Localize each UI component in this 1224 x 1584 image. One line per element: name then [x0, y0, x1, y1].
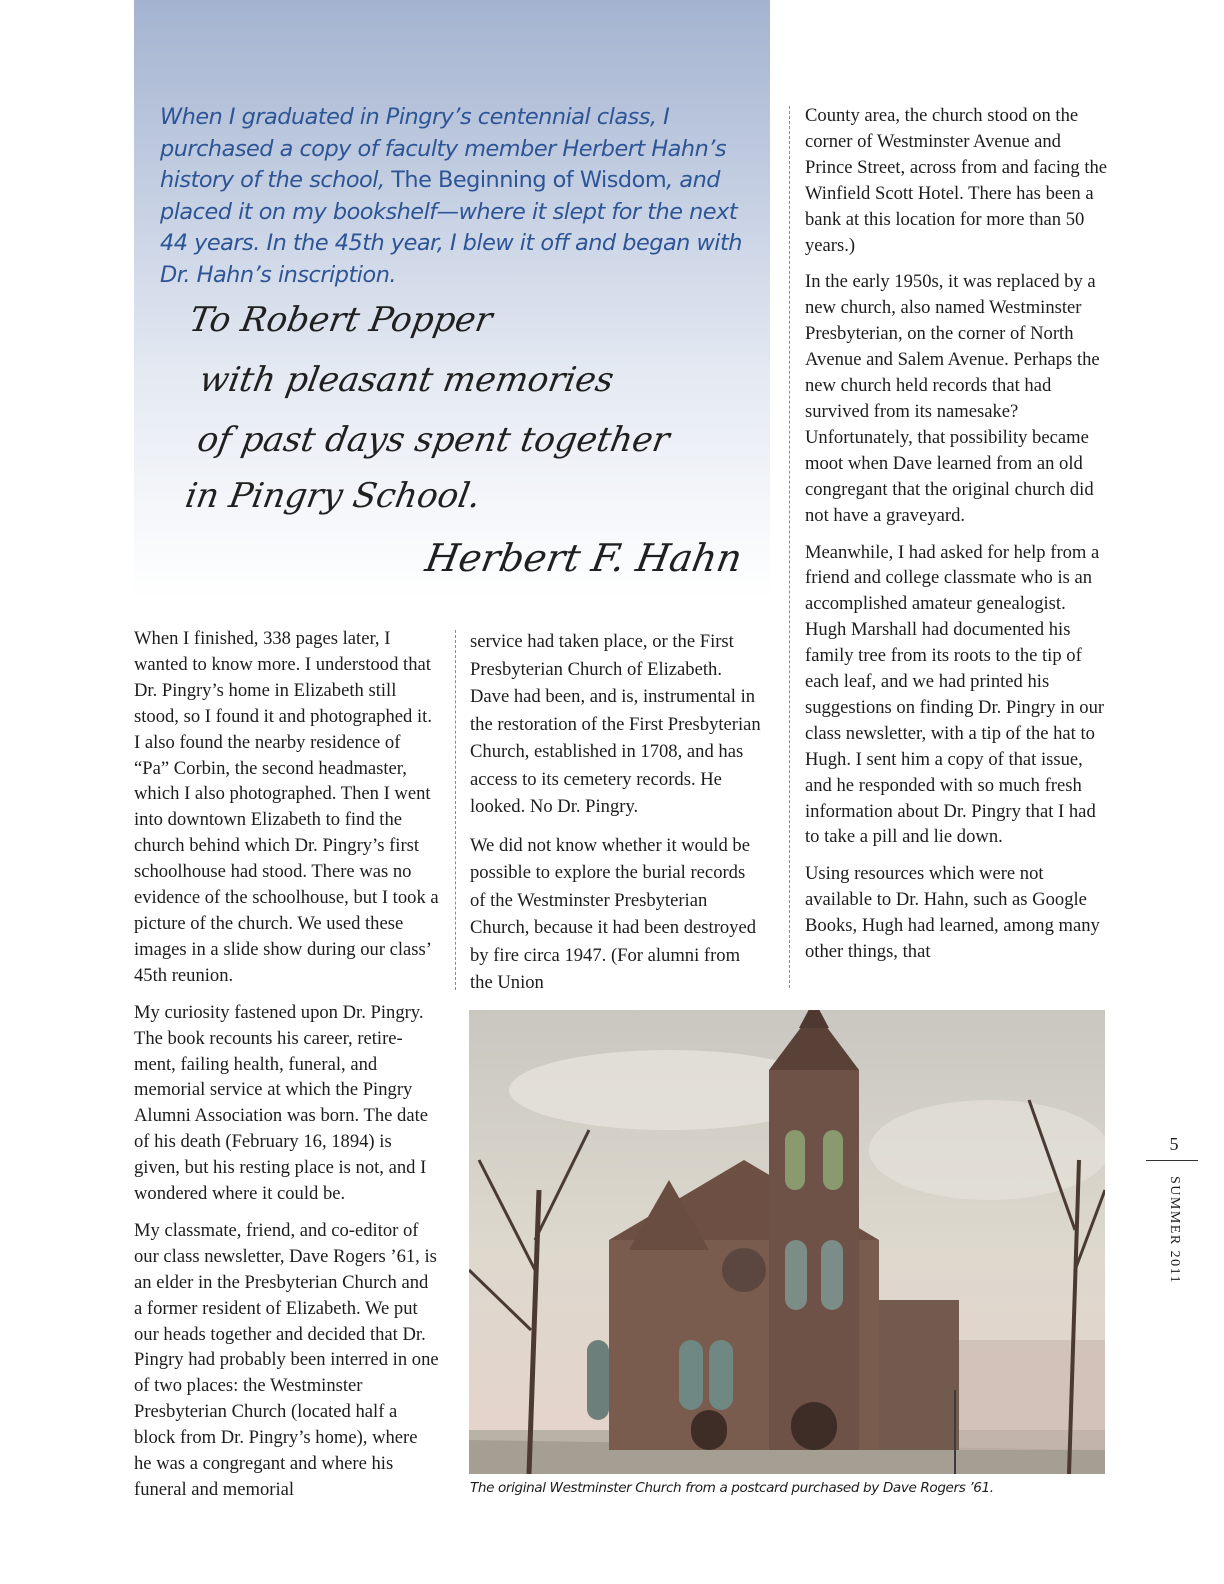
handwritten-inscription — [164, 292, 764, 592]
pull-quote-part-2: , and placed it on my bookshelf—where it slept for the next 44 years. In the 45th year, I blew it off and began with Dr. Hahn’s inscription. — [160, 167, 742, 288]
paragraph: When I finished, 338 pages later, I wanted to know more. I understood that Dr. Pingry’s home in Elizabeth still stood, so I found it and photographed it. I also found the nearby residence of “Pa” Corbin, the second headmaster, which I also photographed. Then I went into downtown Elizabeth to find the church behind which Dr. Pingry’s first schoolhouse had stood. There was no evidence of the schoolhouse, but I took a picture of the church. We used these images in a slide show during our class’ 45th reunion. — [134, 628, 439, 986]
paragraph: In the early 1950s, it was replaced by a new church, also named Westminster Presbyterian, on the corner of North Avenue and Salem Avenue. Perhaps the new church held records that had survived from its namesake? Unfortunately, that possibility became moot when Dave learned from an old congregant that the original church did not have a graveyard. — [805, 271, 1100, 526]
church-postcard-image — [469, 1010, 1105, 1474]
column-rule — [455, 630, 456, 990]
paragraph: My classmate, friend, and co-editor of our class newsletter, Dave Rogers ’61, is an elder in the Presbyterian Church and a former resident of Elizabeth. We put our heads together and decided that Dr. Pingry had probably been interred in one of two places: the Westminster Presbyterian Church (located half a block from Dr. Pingry’s home), where he was a congregant and where his funeral and memorial — [134, 1219, 439, 1500]
pull-quote-part-1: When I graduated in Pingry’s centennial class, I purchased a copy of faculty member Herbert Hahn’s history of the school, — [160, 104, 727, 194]
inscription-line-2: with pleasant memories — [196, 360, 617, 400]
column-left — [134, 626, 439, 1514]
inscription-line-1: To Robert Popper — [186, 300, 496, 340]
photo-caption: The original Westminster Church from a postcard purchased by Dave Rogers ’61. — [470, 1480, 994, 1496]
folio-rule — [1146, 1160, 1198, 1161]
inscription-line-4: in Pingry School. — [182, 476, 484, 516]
page-number: 5 — [1169, 1134, 1179, 1154]
pull-quote — [160, 102, 750, 292]
signature: Herbert F. Hahn — [422, 536, 746, 580]
inscription-line-3: of past days spent together — [194, 420, 673, 460]
paragraph: County area, the church stood on the corner of Westminster Avenue and Prince Street, across from and facing the Winfield Scott Hotel. There has been a bank at this location for more than 50 years.) — [805, 105, 1108, 256]
paragraph: service had taken place, or the First Presbyterian Church of Elizabeth. Dave had been, and is, instrumental in the restoration of the First Presbyterian Church, established in 1708, and has access to its cemetery records. He looked. No Dr. Pingry. — [470, 631, 761, 817]
paragraph: My curiosity fastened upon Dr. Pingry. The book recounts his career, retire-ment, failing health, funeral, and memorial service at which the Pingry Alumni Association was born. The date of his death (February 16, 1894) is given, but his resting place is not, and I wondered where it could be. — [134, 1001, 429, 1205]
church-illustration — [469, 1010, 1105, 1474]
pull-quote-panel — [134, 0, 770, 598]
column-rule — [789, 106, 790, 988]
column-right — [805, 103, 1110, 976]
paragraph: We did not know whether it would be possible to explore the burial records of the Westminster Presbyterian Church, because it had been destroyed by fire circa 1947. (For alumni from the Union — [470, 834, 757, 993]
book-title: The Beginning of Wisdom — [391, 167, 667, 194]
issue-label: SUMMER 2011 — [1167, 1176, 1182, 1285]
paragraph: Meanwhile, I had asked for help from a friend and college classmate who is an accomplished amateur genealogist. Hugh Marshall had documented his family tree from its roots to the tip of each leaf, and we had printed his suggestions on finding Dr. Pingry in our class newsletter, with a tip of the hat to Hugh. I sent him a copy of that issue, and he responded with so much fresh information about Dr. Pingry that I had to take a pill and lie down. — [805, 541, 1105, 848]
paragraph: Using resources which were not available to Dr. Hahn, such as Google Books, Hugh had learned, among many other things, that — [805, 863, 1100, 963]
column-middle — [470, 628, 762, 1008]
issue-folio — [1160, 1176, 1190, 1285]
